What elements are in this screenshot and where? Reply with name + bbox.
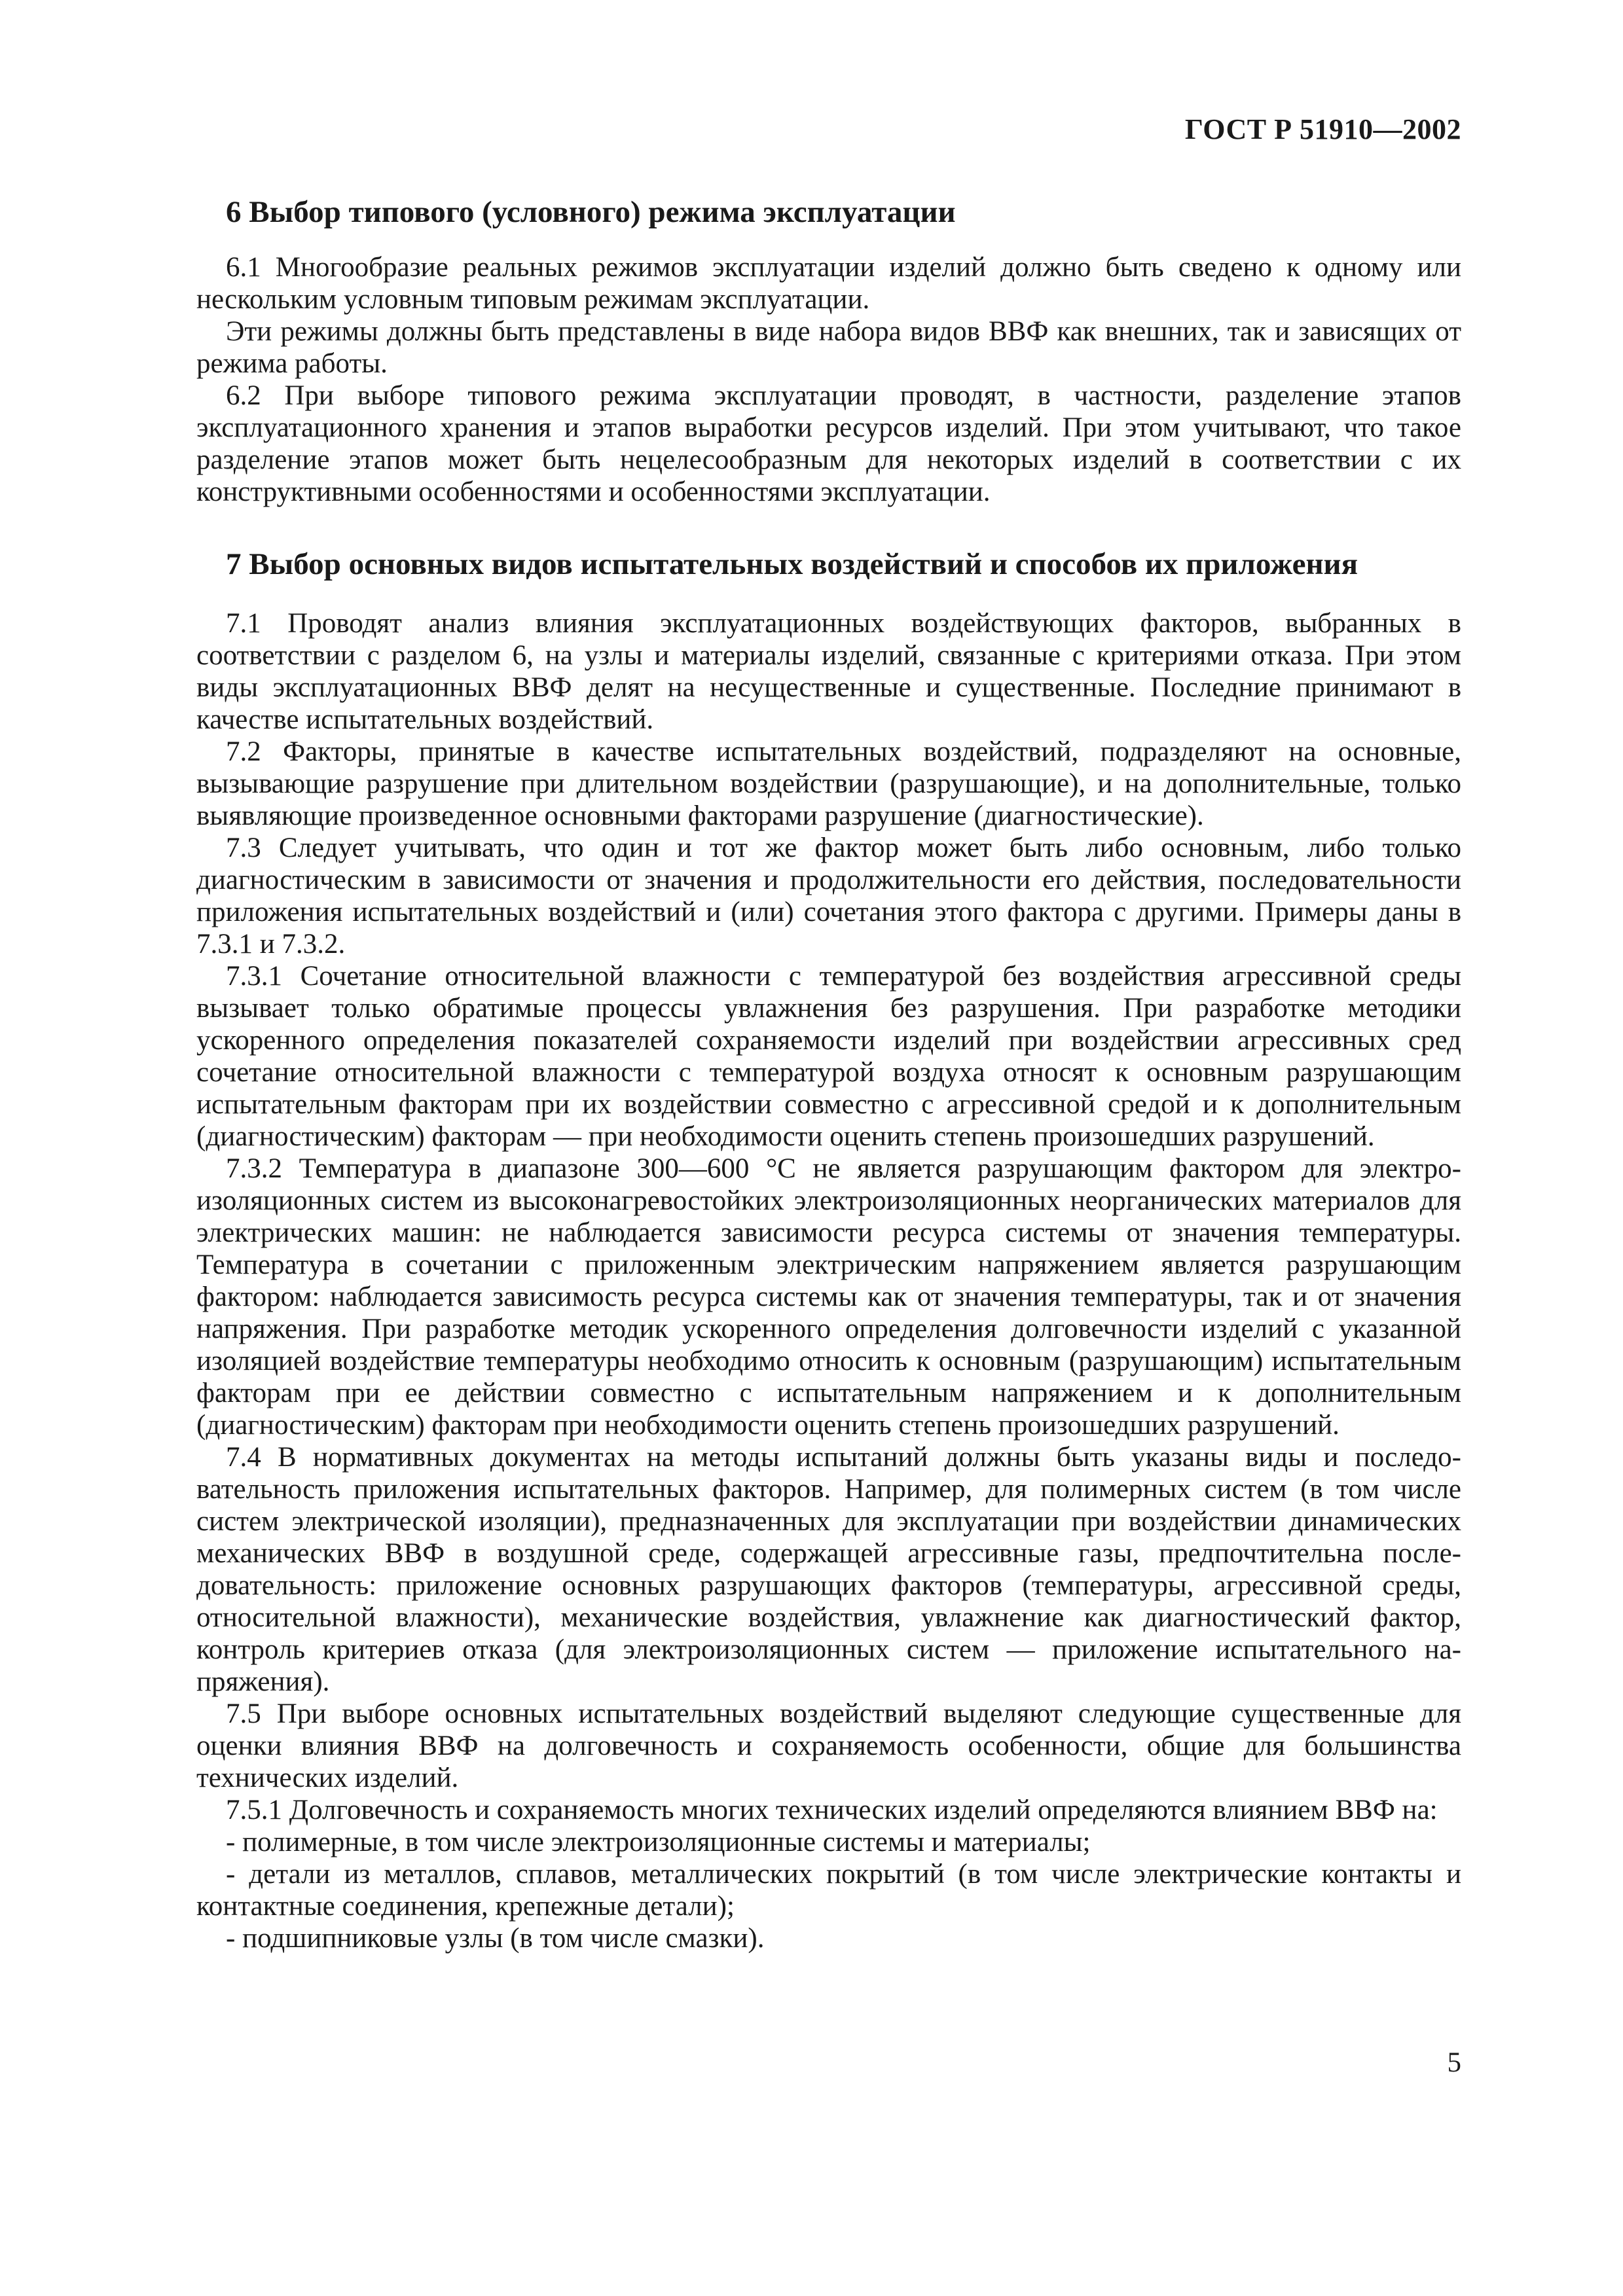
paragraph: 7.5.1 Долговечность и сохраняемость многих технических изделий определяются влиянием ВВФ на:: [226, 1795, 1438, 1825]
paragraph: 7.3 Следует учитывать, что один и тот же фактор может быть либо основным, либо только диагностическим в зависимости от значения и продолжительности его действия, последовательности приложения испытательных воздействий и (или) сочетания этого фактора с другими. Примеры даны в 7.3.1 и 7.3.2.: [196, 833, 1461, 960]
section-6-heading: 6 Выбор типового (условного) режима эксплуатации: [226, 195, 956, 229]
paragraph: 6.1 Многообразие реальных режимов эксплуатации изделий должно быть сведено к одному или нескольким условным типовым режимам эксплуатации.: [196, 252, 1461, 315]
paragraph: 7.3.2 Температура в диапазоне 300—600 °С не является разрушающим фактором для электроизоляционных систем из высоконагревостойких электроизоляционных неорганических материалов для электрических машин: не наблюдается зависимости ресурса системы от значения температуры. Температура в сочетании с приложенным электрическим напряжением является разрушающим фактором: наблюдается зависимость ресурса системы как от значения температуры, так и от значения напряжения. При разработке методик ускоренного определения долговечности изделий с указанной изоляцией воздействие температуры необходимо относить к основным (разрушающим) испытательным факторам при ее действии совместно с испытательным напряжением и к дополнительным (диагностическим) факторам при необходимости оценить степень произошедших разрушений.: [196, 1153, 1461, 1441]
list-item: - полимерные, в том числе электроизоляционные системы и материалы;: [226, 1827, 1091, 1857]
list-item: - подшипниковые узлы (в том числе смазки).: [226, 1923, 765, 1954]
standard-header: ГОСТ Р 51910—2002: [1184, 113, 1461, 145]
paragraph: 7.1 Проводят анализ влияния эксплуатационных воздействующих факторов, выбранных в соответствии с разделом 6, на узлы и материалы изделий, связанные с критериями отказа. При этом виды эксплуатационных ВВФ делят на несущественные и существенные. Последние принимают в качестве испытательных воздействий.: [196, 608, 1461, 735]
paragraph: 6.2 При выборе типового режима эксплуатации проводят, в частности, разделение этапов эксплуатационного хранения и этапов выработки ресурсов изделий. При этом учитывают, что такое разделение этапов может быть нецелесообразным для некоторых изделий в соответствии с их конструктивными особенностями и особенностями эксплуатации.: [196, 380, 1461, 507]
page-number: 5: [1447, 2047, 1461, 2078]
section-7-heading: 7 Выбор основных видов испытательных воздействий и способов их приложения: [226, 547, 1359, 581]
paragraph: 7.5 При выборе основных испытательных воздействий выделяют следующие существенные для оценки влияния ВВФ на долговечность и сохраняемость особенности, общие для большинства технических изделий.: [196, 1698, 1461, 1793]
paragraph: 7.3.1 Сочетание относительной влажности с температурой без воздействия агрессивной среды вызывает только обратимые процессы увлажнения без разрушения. При разработке методики ускоренного определения показателей сохраняемости изделий при воздействии агрессивных сред сочетание относительной влажности с температурой воздуха относят к основным разрушающим испытательным факторам при их воздействии совместно с агрессивной средой и к дополнительным (диагностическим) факторам — при необходимости оценить степень произошедших разрушений.: [196, 961, 1461, 1152]
paragraph: 7.4 В нормативных документах на методы испытаний должны быть указаны виды и последовательность приложения испытательных факторов. Например, для полимерных систем (в том числе систем электрической изоляции), предназначенных для эксплуатации при воздействии динамических механических ВВФ в воздушной среде, содержащей агрессивные газы, предпочтительна последовательность: приложение основных разрушающих факторов (температуры, агрессивной среды, относительной влажности), механические воздействия, увлажнение как диагностический фактор, контроль критериев отказа (для электроизоляционных систем — приложение испытательного напряжения).: [196, 1442, 1461, 1697]
list-item: - детали из металлов, сплавов, металлических покрытий (в том числе электрические контакты и контактные соединения, крепежные детали);: [196, 1859, 1461, 1922]
page-content: [196, 183, 1461, 1954]
paragraph: Эти режимы должны быть представлены в виде набора видов ВВФ как внешних, так и зависящих от режима работы.: [196, 316, 1461, 379]
paragraph: 7.2 Факторы, принятые в качестве испытательных воздействий, подразделяют на основные, вызывающие разрушение при длительном воздействии (разрушающие), и на дополнительные, только выявляющие произведенное основными факторами разрушение (диагностические).: [196, 736, 1461, 831]
